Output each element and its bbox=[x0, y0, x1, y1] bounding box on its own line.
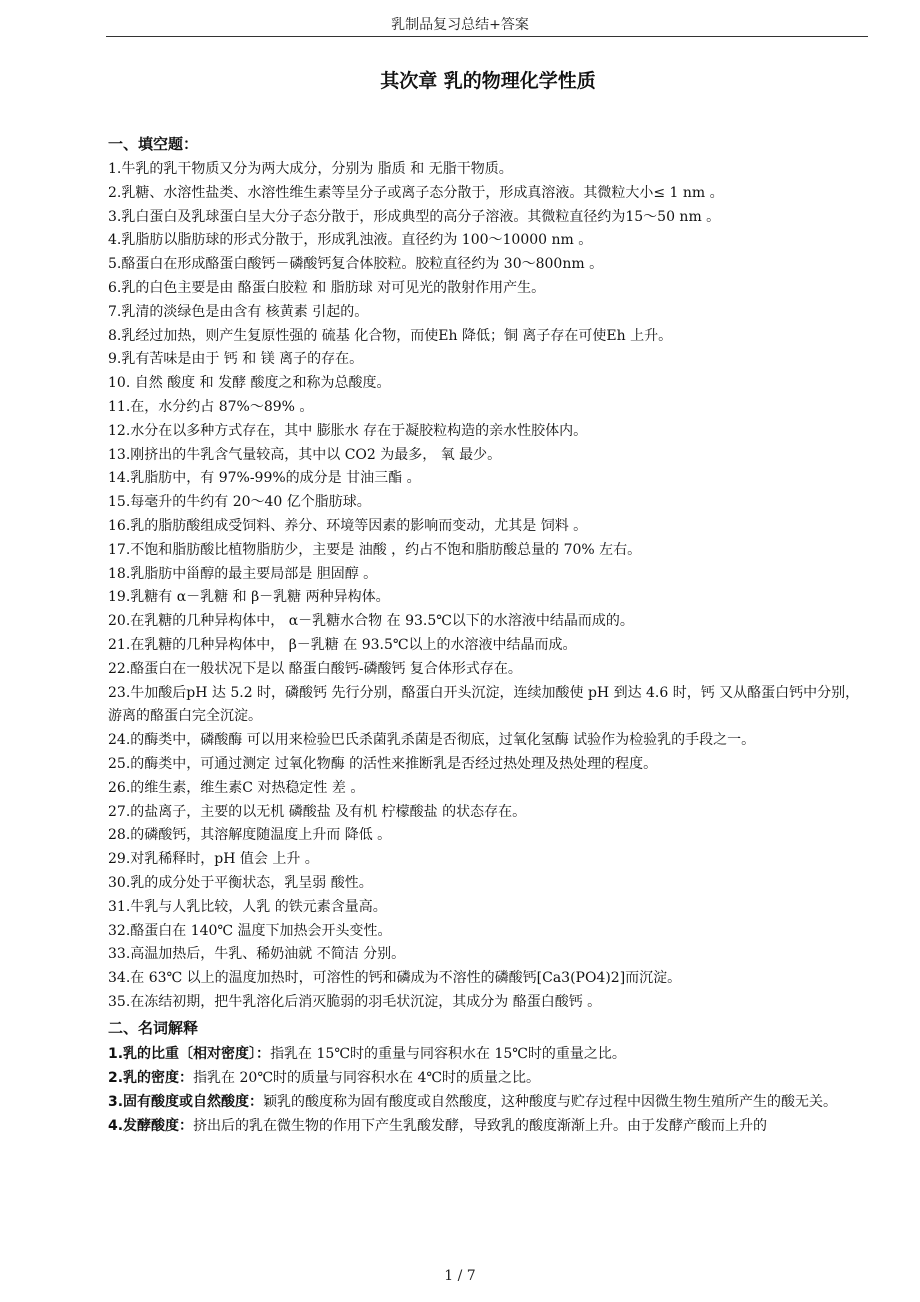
definition-text: 指乳在 15℃时的重量与同容积水在 15℃时的重量之比。 bbox=[270, 1045, 626, 1062]
question-item: 5.酪蛋白在形成酪蛋白酸钙－磷酸钙复合体胶粒。胶粒直径约为 30～800nm 。 bbox=[108, 256, 604, 273]
definition-item bbox=[108, 1066, 868, 1090]
definition-text: 挤出后的乳在微生物的作用下产生乳酸发酵，导致乳的酸度渐渐上升。由于发酵产酸而上升的 bbox=[193, 1117, 768, 1134]
chapter-title: 其次章 乳的物理化学性质 bbox=[380, 70, 596, 92]
question-item: 13.刚挤出的牛乳含气量较高，其中以 CO2 为最多， 氧 最少。 bbox=[108, 446, 502, 463]
definition-text: 指乳在 20℃时的质量与同容积水在 4℃时的质量之比。 bbox=[193, 1069, 541, 1086]
question-item: 28.的磷酸钙，其溶解度随温度上升而 降低 。 bbox=[108, 827, 392, 844]
question-item: 24.的酶类中，磷酸酶 可以用来检验巴氏杀菌乳杀菌是否彻底，过氧化氢酶 试验作为检验乳的手段之一。 bbox=[108, 732, 756, 749]
question-item: 16.乳的脂肪酸组成受饲料、养分、环境等因素的影响而变动，尤其是 饲料 。 bbox=[108, 517, 588, 534]
question-item: 22.酪蛋白在一般状况下是以 酪蛋白酸钙-磷酸钙 复合体形式存在。 bbox=[108, 660, 522, 677]
definition-item bbox=[108, 1114, 868, 1138]
question-item: 29.对乳稀释时，pH 值会 上升 。 bbox=[108, 851, 319, 868]
question-list bbox=[108, 158, 868, 1015]
question-item: 18.乳脂肪中甾醇的最主要局部是 胆固醇 。 bbox=[108, 565, 378, 582]
definition-list bbox=[108, 1042, 868, 1138]
question-item: 20.在乳糖的几种异构体中， α－乳糖水合物 在 93.5℃以下的水溶液中结晶而成的。 bbox=[108, 613, 634, 630]
question-item: 9.乳有苦味是由于 钙 和 镁 离子的存在。 bbox=[108, 351, 364, 368]
question-item: 12.水分在以多种方式存在，其中 膨胀水 存在于凝胶粒构造的亲水性胶体内。 bbox=[108, 422, 588, 439]
question-item: 8.乳经过加热，则产生复原性强的 硫基 化合物，而使Eh 降低；铜 离子存在可使Eh 上升。 bbox=[108, 327, 673, 344]
question-item: 30.乳的成分处于平衡状态，乳呈弱 酸性。 bbox=[108, 874, 373, 891]
page-header: 乳制品复习总结+答案 bbox=[391, 17, 529, 33]
question-item: 19.乳糖有 α－乳糖 和 β－乳糖 两种异构体。 bbox=[108, 589, 390, 606]
question-item: 7.乳清的淡绿色是由含有 核黄素 引起的。 bbox=[108, 303, 369, 320]
question-item: 23.牛加酸后pH 达 5.2 时，磷酸钙 先行分别，酪蛋白开头沉淀，连续加酸使 pH 到达 4.6 时，钙 又从酪蛋白钙中分别，游离的酪蛋白完全沉淀。 bbox=[108, 684, 860, 725]
question-item: 1.牛乳的乳干物质又分为两大成分，分别为 脂质 和 无脂干物质。 bbox=[108, 161, 513, 177]
definition-term: 2.乳的密度： bbox=[108, 1069, 194, 1086]
definition-term: 1.乳的比重〔相对密度〕： bbox=[108, 1045, 271, 1062]
question-item: 31.牛乳与人乳比较，人乳 的铁元素含量高。 bbox=[108, 898, 387, 915]
question-item: 34.在 63℃ 以上的温度加热时，可溶性的钙和磷成为不溶性的磷酸钙[Ca3(PO4)2]而沉淀。 bbox=[108, 970, 682, 987]
definition-item bbox=[108, 1090, 868, 1114]
definition-item bbox=[108, 1042, 868, 1066]
question-item: 2.乳糖、水溶性盐类、水溶性维生素等呈分子或离子态分散于，形成真溶液。其微粒大小≤ 1 nm 。 bbox=[108, 184, 724, 201]
section-title-fill-in: 一、填空题： bbox=[108, 135, 199, 153]
section-title-definitions: 二、名词解释 bbox=[108, 1018, 199, 1037]
definition-text: 颖乳的酸度称为固有酸度或自然酸度，这种酸度与贮存过程中因微生物生殖所产生的酸无关。 bbox=[263, 1093, 838, 1110]
question-item: 17.不饱和脂肪酸比植物脂肪少，主要是 油酸 ，约占不饱和脂肪酸总量的 70% 左右。 bbox=[108, 541, 642, 558]
document-body bbox=[108, 60, 868, 1138]
question-item: 15.每毫升的牛约有 20～40 亿个脂肪球。 bbox=[108, 494, 371, 511]
question-item: 3.乳白蛋白及乳球蛋白呈大分子态分散于，形成典型的高分子溶液。其微粒直径约为15～50 nm 。 bbox=[108, 208, 721, 225]
definition-term: 4.发酵酸度： bbox=[108, 1117, 194, 1134]
question-item: 6.乳的白色主要是由 酪蛋白胶粒 和 脂肪球 对可见光的散射作用产生。 bbox=[108, 279, 546, 296]
question-item: 14.乳脂肪中，有 97%-99%的成分是 甘油三酯 。 bbox=[108, 470, 421, 487]
header-rule bbox=[106, 36, 868, 37]
question-item: 4.乳脂肪以脂肪球的形式分散于，形成乳浊液。直径约为 100～10000 nm 。 bbox=[108, 232, 593, 249]
question-item: 25.的酶类中，可通过测定 过氧化物酶 的活性来推断乳是否经过热处理及热处理的程度。 bbox=[108, 755, 658, 772]
question-item: 21.在乳糖的几种异构体中， β－乳糖 在 93.5℃以上的水溶液中结晶而成。 bbox=[108, 636, 577, 653]
question-item: 27.的盐离子，主要的以无机 磷酸盐 及有机 柠檬酸盐 的状态存在。 bbox=[108, 803, 527, 820]
question-item: 32.酪蛋白在 140℃ 温度下加热会开头变性。 bbox=[108, 922, 392, 939]
question-item: 11.在，水分约占 87%～89% 。 bbox=[108, 398, 314, 415]
definition-term: 3.固有酸度或自然酸度： bbox=[108, 1093, 264, 1110]
question-item: 33.高温加热后，牛乳、稀奶油就 不简洁 分别。 bbox=[108, 946, 406, 963]
question-item: 10. 自然 酸度 和 发酵 酸度之和称为总酸度。 bbox=[108, 375, 391, 392]
page-number: 1 / 7 bbox=[444, 1268, 476, 1284]
question-item: 35.在冻结初期，把牛乳溶化后消灭脆弱的羽毛状沉淀，其成分为 酪蛋白酸钙 。 bbox=[108, 993, 602, 1010]
question-item: 26.的维生素，维生素C 对热稳定性 差 。 bbox=[108, 779, 365, 796]
